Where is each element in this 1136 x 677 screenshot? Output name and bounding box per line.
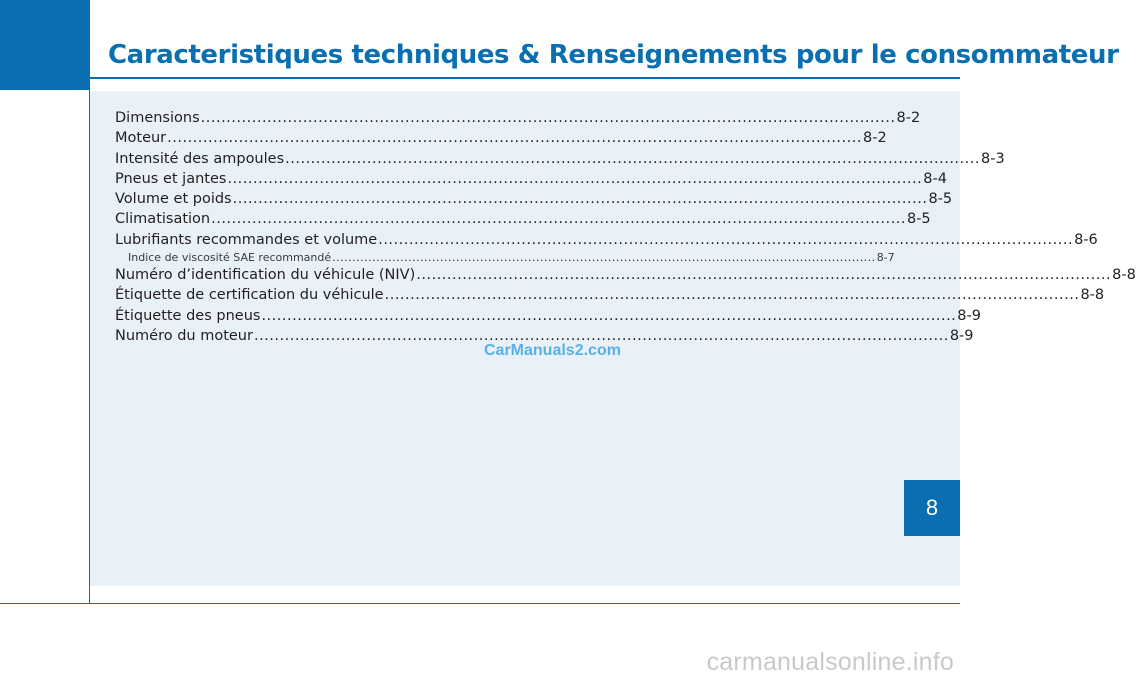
corner-color-block <box>0 0 90 90</box>
toc-item-page: 8-4 <box>923 170 947 187</box>
toc-item-page: 8-3 <box>980 150 1005 167</box>
toc-dot-leader <box>285 149 980 169</box>
toc-item-etiquette-pneus[interactable] <box>115 306 981 326</box>
toc-item-ampoules[interactable] <box>115 149 1005 169</box>
toc-item-page: 8-5 <box>928 191 953 208</box>
toc-item-certification[interactable] <box>115 285 1105 305</box>
toc-item-page: 8-2 <box>862 130 887 147</box>
toc-item-label: Climatisation <box>115 211 211 228</box>
toc-item-label: Étiquette de certification du véhicule <box>115 287 384 304</box>
toc-item-dimensions[interactable] <box>115 108 921 128</box>
toc-item-climatisation[interactable] <box>115 209 931 229</box>
toc-dot-leader <box>332 250 876 265</box>
toc-item-numero-moteur[interactable] <box>115 326 974 346</box>
toc-item-page: 8-8 <box>1112 267 1136 284</box>
toc-item-moteur[interactable] <box>115 128 887 148</box>
toc-dot-leader <box>211 209 906 229</box>
toc-dot-leader <box>167 128 862 148</box>
toc-item-niv[interactable] <box>115 265 1136 285</box>
chapter-tab: 8 <box>904 480 960 536</box>
toc-item-page: 8-9 <box>949 327 974 344</box>
toc-item-label: Intensité des ampoules <box>115 150 285 167</box>
toc-item-page: 8-6 <box>1074 231 1098 248</box>
toc-item-lubrifiants[interactable] <box>115 230 1098 250</box>
title-underline <box>90 77 960 79</box>
watermark-text: CarManuals2.com <box>484 342 621 359</box>
table-of-contents <box>115 108 1136 346</box>
toc-item-page: 8-9 <box>957 307 981 324</box>
page-title: Caracteristiques techniques & Renseignements pour le consommateur <box>108 40 1119 70</box>
toc-dot-leader <box>385 285 1080 305</box>
toc-item-label: Indice de viscosité SAE recommandé <box>128 251 332 265</box>
toc-item-label: Moteur <box>115 130 167 147</box>
toc-item-page: 8-7 <box>876 251 895 265</box>
toc-dot-leader <box>227 169 922 189</box>
toc-item-label: Lubrifiants recommandes et volume <box>115 231 378 248</box>
toc-item-pneus-jantes[interactable] <box>115 169 947 189</box>
toc-item-page: 8-8 <box>1080 287 1105 304</box>
toc-item-label: Étiquette des pneus <box>115 307 261 324</box>
toc-item-label: Numéro d’identification du véhicule (NIV) <box>115 267 416 284</box>
toc-item-volume-poids[interactable] <box>115 189 953 209</box>
toc-dot-leader <box>378 230 1073 250</box>
toc-subitem-viscosite[interactable] <box>115 250 895 265</box>
toc-item-page: 8-2 <box>896 110 921 126</box>
toc-item-label: Numéro du moteur <box>115 327 253 344</box>
toc-item-label: Pneus et jantes <box>115 170 227 187</box>
footer-watermark: carmanualsonline.info <box>706 648 954 676</box>
toc-dot-leader <box>261 306 956 326</box>
toc-item-label: Dimensions <box>115 110 200 126</box>
toc-item-label: Volume et poids <box>115 191 232 208</box>
toc-dot-leader <box>201 108 896 128</box>
toc-dot-leader <box>233 189 928 209</box>
bottom-rule <box>0 603 960 604</box>
toc-dot-leader <box>416 265 1111 285</box>
toc-item-page: 8-5 <box>906 211 931 228</box>
